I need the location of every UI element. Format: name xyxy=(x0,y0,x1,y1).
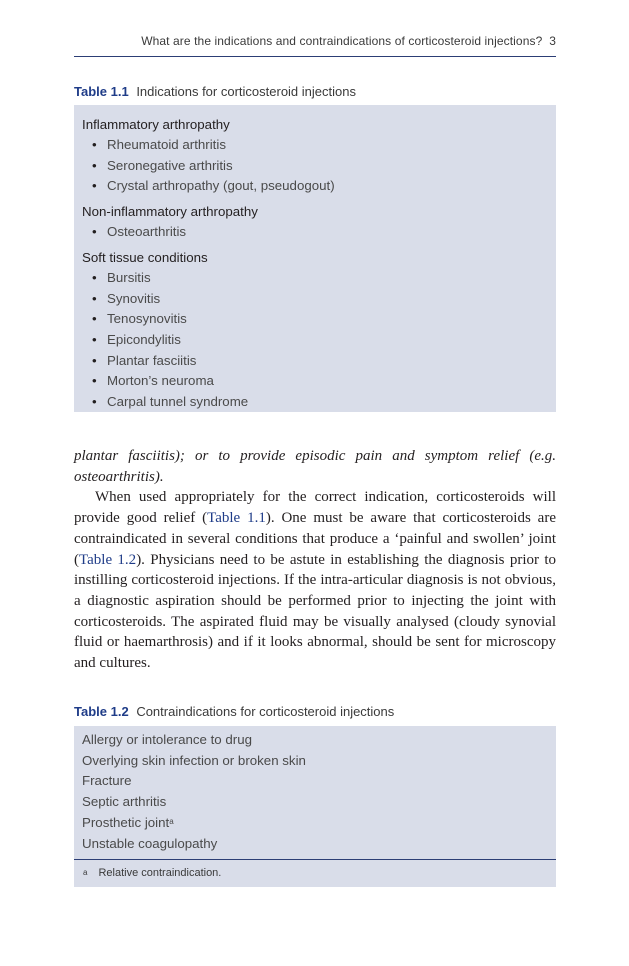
body-text xyxy=(74,446,556,674)
table-1-2-link[interactable]: Table 1.2 xyxy=(79,551,137,568)
list-item: Overlying skin infection or broken skin xyxy=(82,752,306,768)
table1-group-soft-tissue xyxy=(82,247,548,413)
footnote-mark: a xyxy=(83,868,88,878)
list-item: • Morton’s neuroma xyxy=(92,373,214,389)
table2-box xyxy=(74,726,556,887)
list-item: • Crystal arthropathy (gout, pseudogout) xyxy=(92,178,335,194)
table1-box xyxy=(74,105,556,412)
list-item: • Plantar fasciitis xyxy=(92,352,197,368)
table1-title: Indications for corticosteroid injections xyxy=(136,84,356,99)
list-item: Fracture xyxy=(82,773,132,789)
list-item: • Tenosynovitis xyxy=(92,311,187,327)
list-item: • Carpal tunnel syndrome xyxy=(92,394,249,410)
group-heading: Soft tissue conditions xyxy=(82,249,208,265)
group-heading: Inflammatory arthropathy xyxy=(82,117,230,132)
body-paragraph: When used appropriately for the correct indication, corticosteroids will provide good relief (Table 1.1). One must be aware that corticosteroids are contraindicated in several conditions that produce a ‘painful and swollen’ joint (Table 1.2). Physicians need to be astute in establishing the diagnosis prior to instilling corticosteroid injections. If the intra-articular diagnosis is not obvious, a diagnostic aspiration should be performed prior to injecting the joint with corticosteroids. The aspirated fluid may be visually analysed (cloudy synovial fluid or haemarthrosis) and if it looks abnormal, should be sent for microscopy and cultures. xyxy=(74,489,556,672)
table-1-1-link[interactable]: Table 1.1 xyxy=(207,510,266,527)
list-item: Allergy or intolerance to drug xyxy=(82,732,252,747)
list-item: • Osteoarthritis xyxy=(92,224,187,240)
list-item: • Bursitis xyxy=(92,269,151,285)
list-item: Prosthetic joint$^a$ xyxy=(82,814,174,830)
footnote-text: Relative contraindication. xyxy=(98,867,222,880)
group-heading: Non-inflammatory arthropathy xyxy=(82,204,258,220)
table1-label: Table 1.1 xyxy=(74,84,129,99)
table2-title: Contraindications for corticosteroid injections xyxy=(136,704,395,719)
table2-caption xyxy=(74,704,394,719)
running-header xyxy=(74,34,556,48)
table1-group-inflammatory xyxy=(82,114,548,197)
table1-caption xyxy=(74,84,356,99)
list-item: • Rheumatoid arthritis xyxy=(92,137,226,152)
table2-footnote xyxy=(82,860,548,887)
footnote-marker: a xyxy=(169,816,174,826)
list-item: • Seronegative arthritis xyxy=(92,157,233,173)
italic-continuation: plantar fasciitis); or to provide episodic pain and symptom relief (e.g. osteoarthritis). xyxy=(74,448,556,485)
list-item: • Epicondylitis xyxy=(92,331,181,347)
page-number: 3 xyxy=(549,34,556,48)
table2-label: Table 1.2 xyxy=(74,704,129,719)
list-item: • Synovitis xyxy=(92,290,161,306)
list-item: Septic arthritis xyxy=(82,794,167,810)
table1-group-non-inflammatory xyxy=(82,201,548,243)
running-header-title: What are the indications and contraindications of corticosteroid injections? xyxy=(141,34,543,48)
header-rule xyxy=(74,56,556,57)
list-item: Unstable coagulopathy xyxy=(82,835,218,851)
